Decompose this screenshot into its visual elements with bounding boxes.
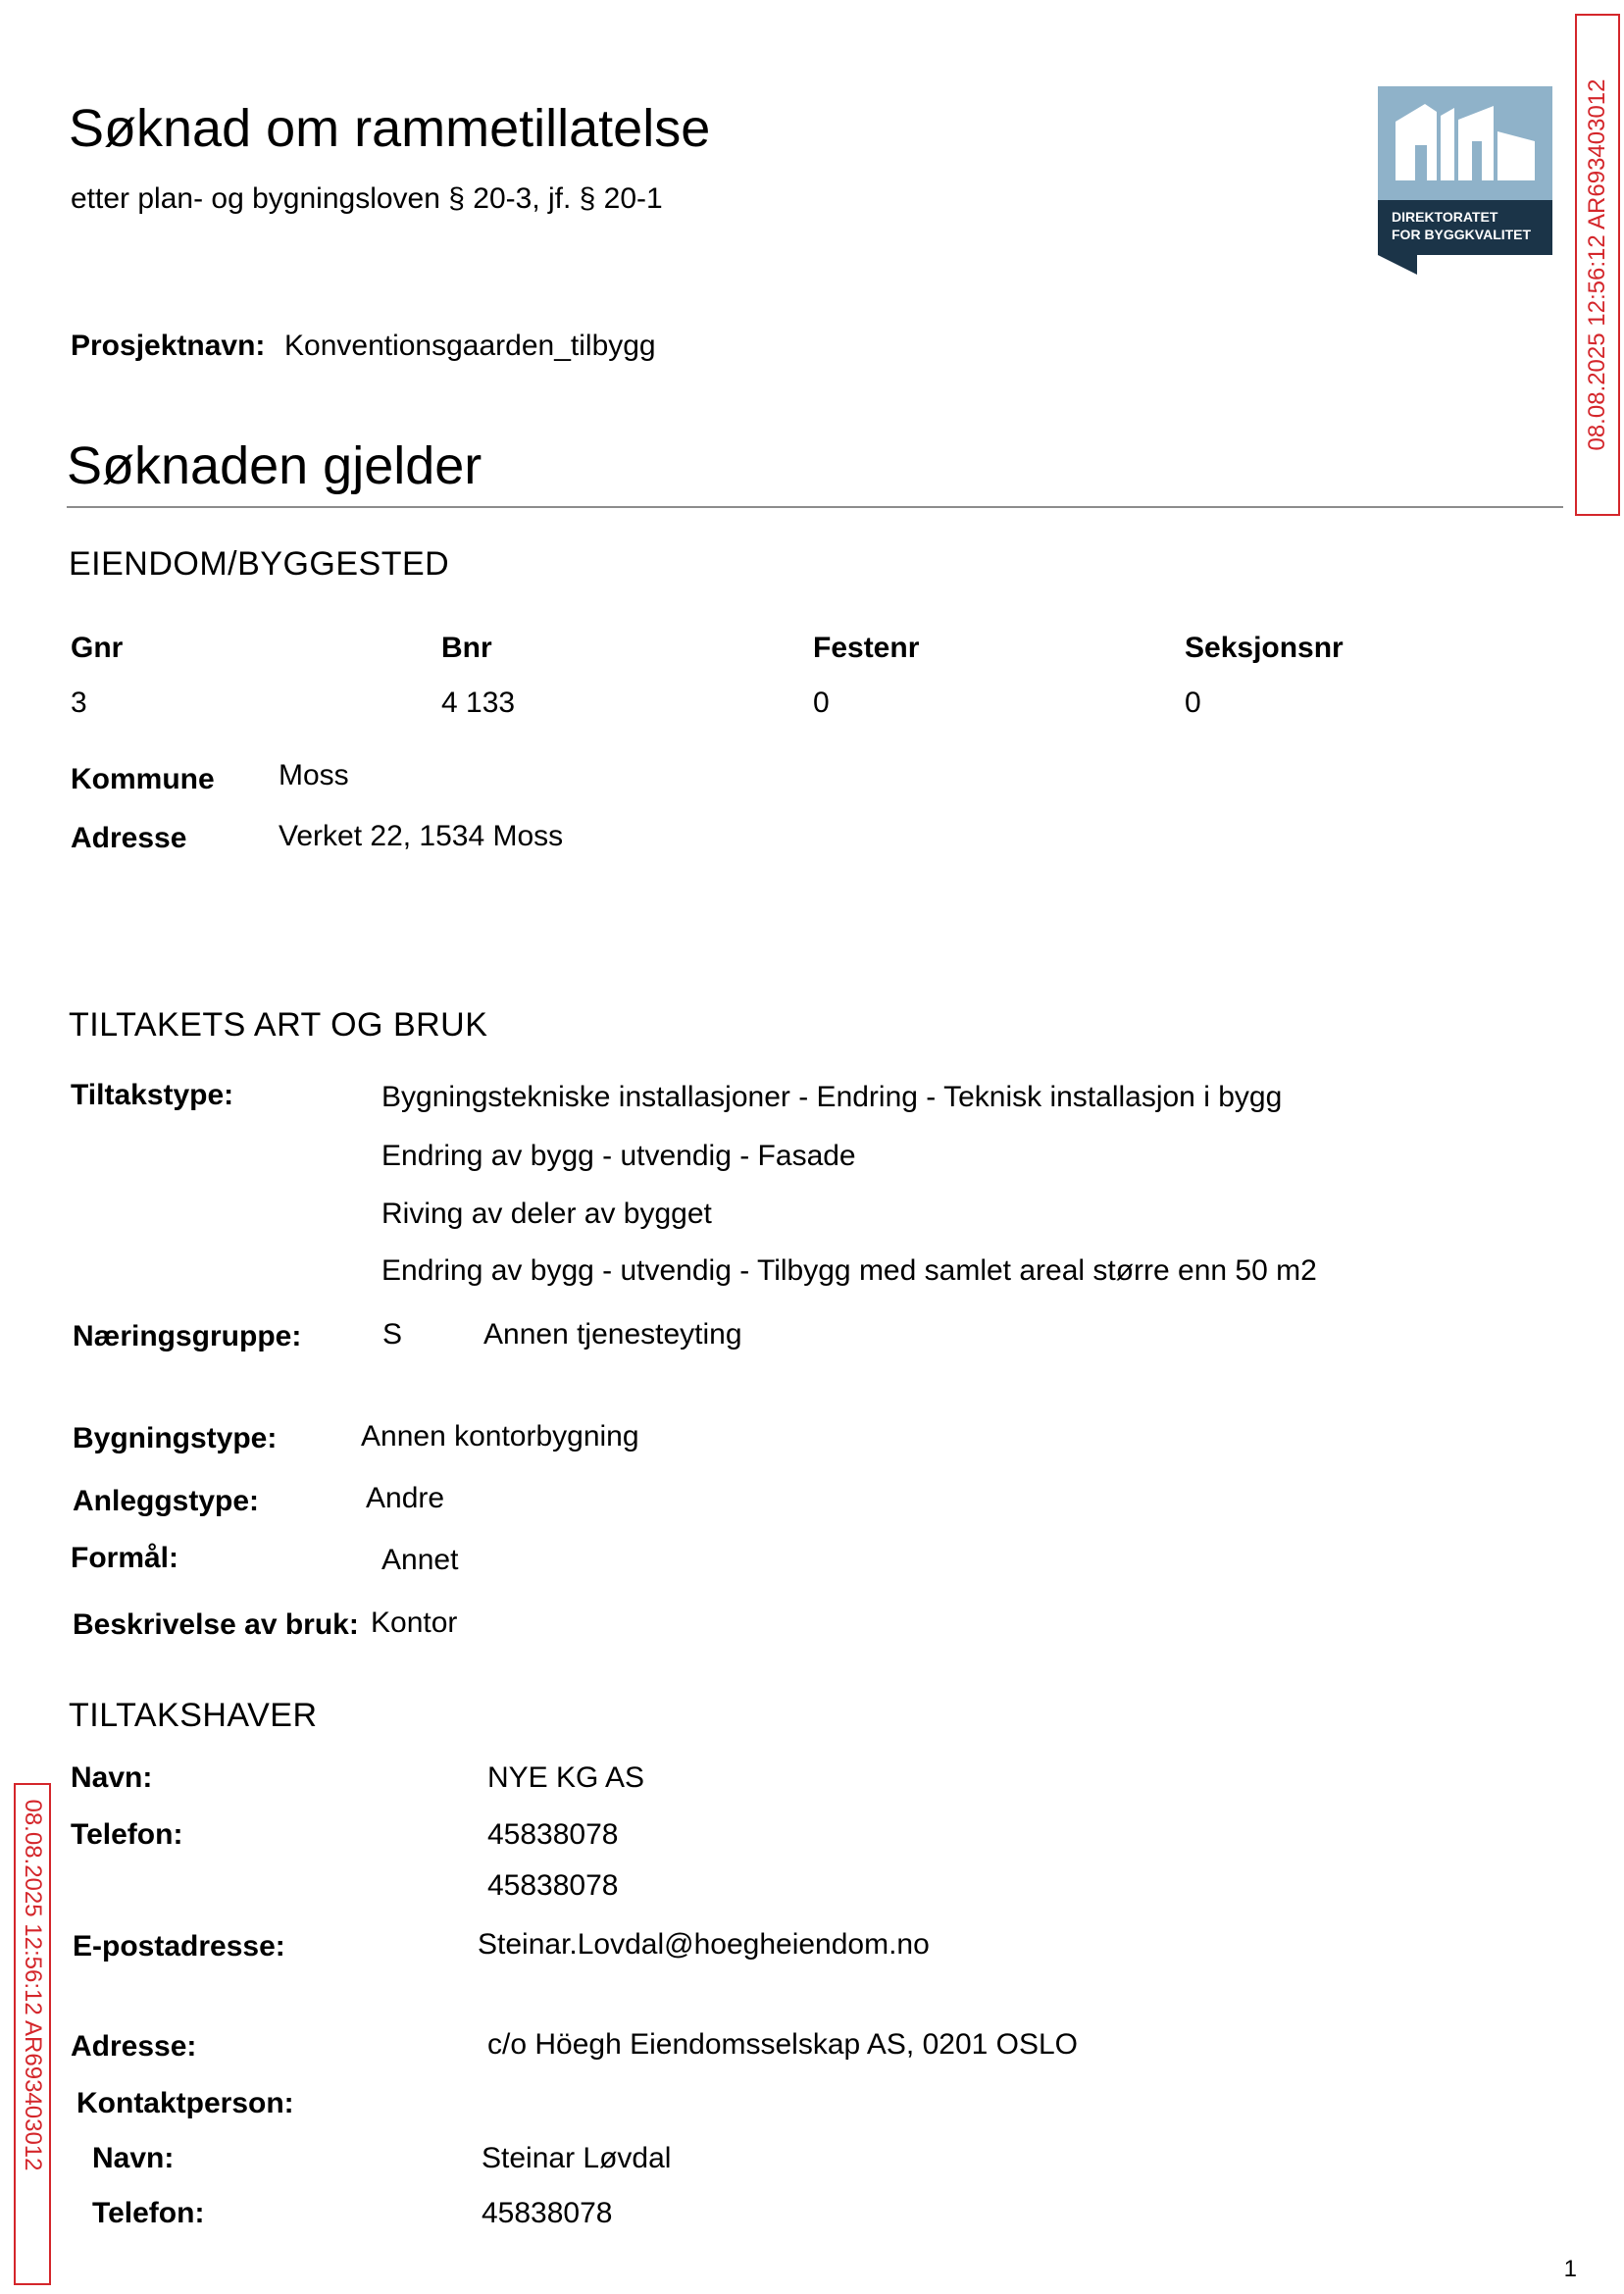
logo-graphic xyxy=(1378,86,1552,275)
owner-phone-label: Telefon: xyxy=(71,1818,183,1851)
tiltakstype-item: Endring av bygg - utvendig - Tilbygg med samlet areal større enn 50 m2 xyxy=(381,1254,1317,1287)
seksjonsnr-label: Seksjonsnr xyxy=(1185,632,1344,664)
receipt-stamp-bottom xyxy=(14,1783,51,2285)
receipt-stamp-bottom-text: 08.08.2025 12:56:12 AR693403012 xyxy=(20,1799,46,2171)
gnr-label: Gnr xyxy=(71,632,124,664)
tiltakstype-item: Endring av bygg - utvendig - Fasade xyxy=(381,1140,856,1172)
property-address-value: Verket 22, 1534 Moss xyxy=(279,820,564,852)
dibk-logo xyxy=(1378,86,1552,275)
gnr-value: 3 xyxy=(71,687,87,719)
contact-phone-label: Telefon: xyxy=(92,2197,205,2229)
receipt-stamp-top xyxy=(1575,14,1620,516)
section-title: Søknaden gjelder xyxy=(67,436,482,495)
owner-name-label: Navn: xyxy=(71,1761,153,1794)
tiltakstype-label: Tiltakstype: xyxy=(71,1079,234,1111)
tiltakstype-item: Bygningstekniske installasjoner - Endring - Teknisk installasjon i bygg xyxy=(381,1081,1283,1113)
festenr-label: Festenr xyxy=(813,632,920,664)
owner-name-value: NYE KG AS xyxy=(487,1761,645,1794)
owner-address-label: Adresse: xyxy=(71,2030,197,2063)
project-name-label: Prosjektnavn: xyxy=(71,330,266,362)
anleggstype-value: Andre xyxy=(366,1482,445,1514)
bygningstype-value: Annen kontorbygning xyxy=(361,1420,639,1453)
owner-phone-value: 45838078 xyxy=(487,1818,619,1851)
bygningstype-label: Bygningstype: xyxy=(73,1422,278,1454)
beskrivelse-value: Kontor xyxy=(371,1606,458,1639)
naeringsgruppe-value: Annen tjenesteyting xyxy=(483,1318,742,1351)
naeringsgruppe-label: Næringsgruppe: xyxy=(73,1320,302,1352)
page-number: 1 xyxy=(1563,2256,1577,2282)
formaal-value: Annet xyxy=(381,1544,459,1576)
section-divider xyxy=(67,506,1563,508)
measure-heading: TILTAKETS ART OG BRUK xyxy=(69,1006,488,1044)
naeringsgruppe-code: S xyxy=(382,1318,403,1351)
property-address-label: Adresse xyxy=(71,822,187,854)
owner-email-value: Steinar.Lovdal@hoegheiendom.no xyxy=(478,1928,930,1961)
seksjonsnr-value: 0 xyxy=(1185,687,1201,719)
owner-heading: TILTAKSHAVER xyxy=(69,1697,318,1734)
bnr-value: 4 133 xyxy=(441,687,516,719)
logo-text-line1: DIREKTORATET xyxy=(1392,209,1498,225)
festenr-value: 0 xyxy=(813,687,830,719)
kommune-value: Moss xyxy=(279,759,349,791)
project-name-value: Konventionsgaarden_tilbygg xyxy=(284,330,656,362)
owner-phone-value-2: 45838078 xyxy=(487,1869,619,1902)
owner-address-value: c/o Höegh Eiendomsselskap AS, 0201 OSLO xyxy=(487,2028,1079,2061)
contact-name-value: Steinar Løvdal xyxy=(482,2142,672,2174)
contact-person-label: Kontaktperson: xyxy=(76,2087,294,2119)
receipt-stamp-top-text: 08.08.2025 12:56:12 AR693403012 xyxy=(1584,78,1610,451)
contact-name-label: Navn: xyxy=(92,2142,175,2174)
bnr-label: Bnr xyxy=(441,632,492,664)
formaal-label: Formål: xyxy=(71,1542,179,1574)
beskrivelse-label: Beskrivelse av bruk: xyxy=(73,1608,359,1641)
anleggstype-label: Anleggstype: xyxy=(73,1485,260,1517)
contact-phone-value: 45838078 xyxy=(482,2197,613,2229)
tiltakstype-item: Riving av deler av bygget xyxy=(381,1198,712,1230)
kommune-label: Kommune xyxy=(71,763,215,795)
document-subtitle: etter plan- og bygningsloven § 20-3, jf. § 20-1 xyxy=(71,182,663,215)
property-heading: EIENDOM/BYGGESTED xyxy=(69,545,450,583)
owner-email-label: E-postadresse: xyxy=(73,1930,285,1963)
logo-text-line2: FOR BYGGKVALITET xyxy=(1392,227,1532,242)
document-title: Søknad om rammetillatelse xyxy=(69,99,711,158)
